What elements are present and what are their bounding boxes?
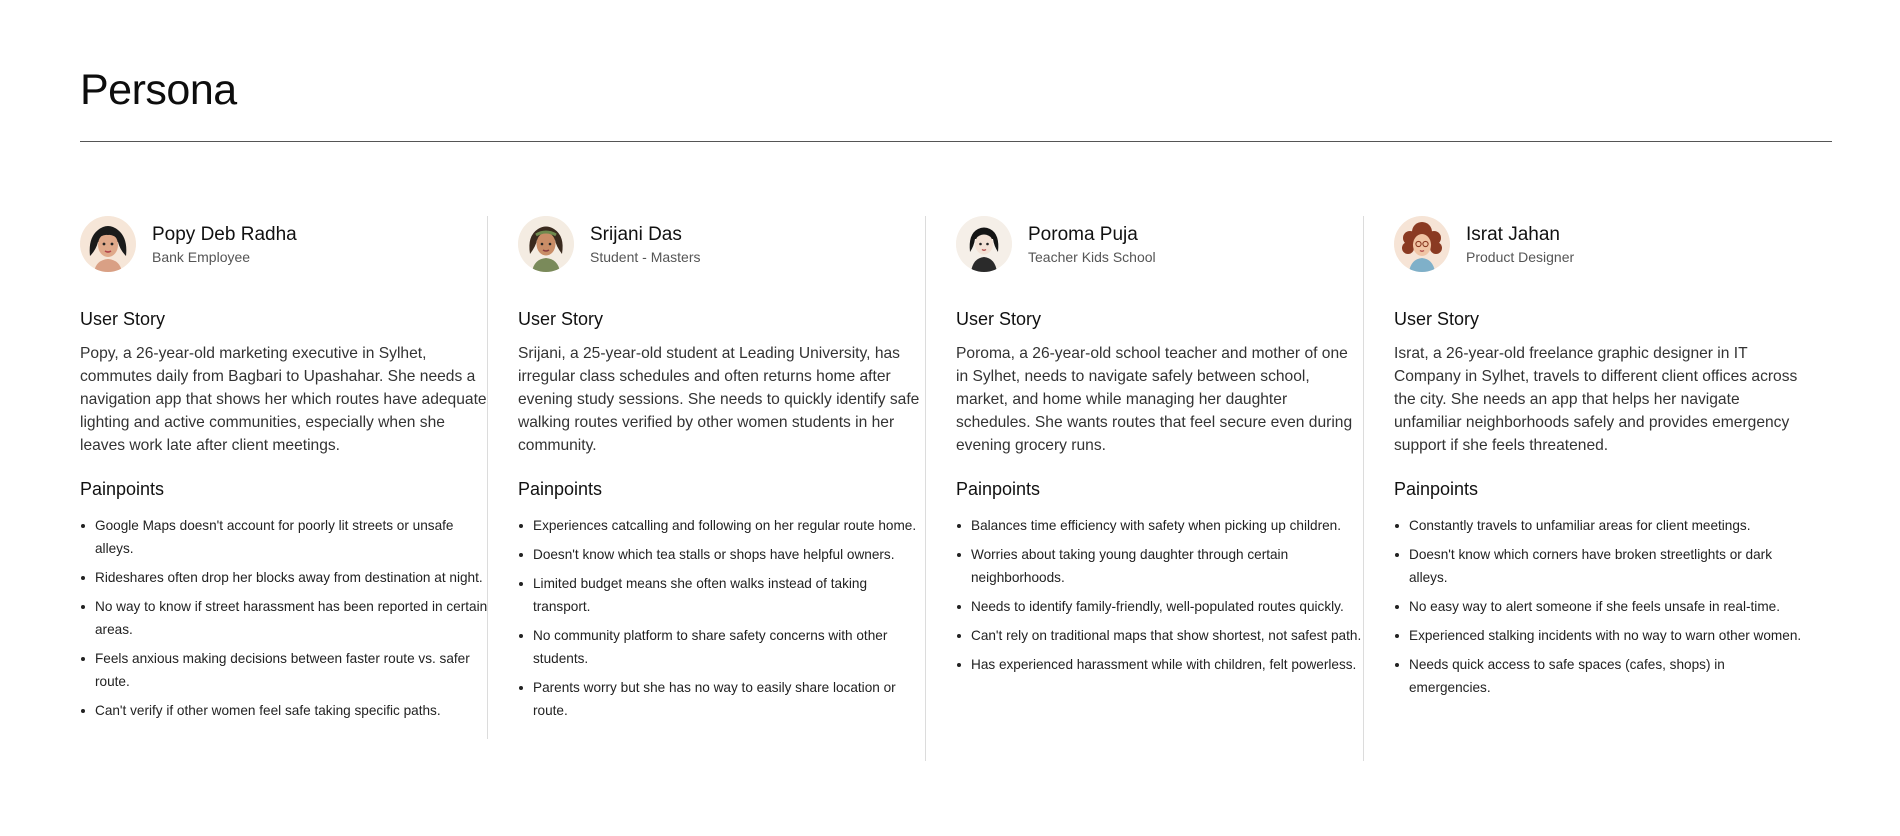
persona-columns — [80, 216, 1832, 728]
user-story-text: Popy, a 26-year-old marketing executive in Sylhet, commutes daily from Bagbari to Upashahar. She needs a navigation app that shows her which routes have adequate lighting and active communities, especially when she leaves work late after client meetings. — [80, 345, 487, 454]
painpoint-item: Rideshares often drop her blocks away from destination at night. — [80, 566, 488, 589]
painpoints-heading: Painpoints — [956, 479, 1041, 499]
painpoints-list — [1394, 514, 1802, 699]
page-title: Persona — [80, 66, 237, 114]
painpoints-list — [518, 514, 926, 722]
woman-avatar-icon — [518, 216, 574, 272]
column-divider — [925, 216, 926, 761]
painpoints-list — [80, 514, 488, 722]
painpoint-item: No community platform to share safety concerns with other students. — [518, 624, 926, 670]
column-divider — [1363, 216, 1364, 761]
painpoints-heading: Painpoints — [518, 479, 603, 499]
title-divider — [80, 141, 1832, 142]
painpoint-item: Experienced stalking incidents with no way to warn other women. — [1394, 624, 1802, 647]
painpoints-list — [956, 514, 1364, 676]
painpoint-item: Can't rely on traditional maps that show shortest, not safest path. — [956, 624, 1364, 647]
persona-role: Teacher Kids School — [1028, 249, 1156, 265]
painpoint-item: No easy way to alert someone if she feels unsafe in real-time. — [1394, 595, 1802, 618]
persona-card-srijani — [518, 216, 956, 728]
painpoint-item: Can't verify if other women feel safe taking specific paths. — [80, 699, 488, 722]
user-story-heading: User Story — [1394, 309, 1480, 329]
column-divider — [487, 216, 488, 739]
persona-name: Popy Deb Radha — [152, 224, 297, 245]
painpoints-heading: Painpoints — [1394, 479, 1479, 499]
painpoints-heading: Painpoints — [80, 479, 165, 499]
painpoint-item: Doesn't know which tea stalls or shops have helpful owners. — [518, 543, 926, 566]
painpoint-item: Feels anxious making decisions between faster route vs. safer route. — [80, 647, 488, 693]
persona-card-popy — [80, 216, 518, 728]
user-story-text: Poroma, a 26-year-old school teacher and mother of one in Sylhet, needs to navigate safely between school, market, and home while managing her daughter schedules. She wants routes that feel secure even during evening grocery runs. — [956, 345, 1353, 454]
painpoint-item: Has experienced harassment while with children, felt powerless. — [956, 653, 1364, 676]
persona-header — [1394, 216, 1802, 272]
painpoint-item: Doesn't know which corners have broken streetlights or dark alleys. — [1394, 543, 1802, 589]
woman-avatar-icon — [956, 216, 1012, 272]
user-story-text: Srijani, a 25-year-old student at Leading University, has irregular class schedules and often returns home after evening study sessions. She needs to quickly identify safe walking routes verified by other women students in her community. — [518, 345, 920, 454]
user-story-heading: User Story — [518, 309, 604, 329]
painpoint-item: Google Maps doesn't account for poorly lit streets or unsafe alleys. — [80, 514, 488, 560]
persona-role: Bank Employee — [152, 249, 251, 265]
painpoint-item: Balances time efficiency with safety when picking up children. — [956, 514, 1364, 537]
persona-name: Srijani Das — [590, 224, 682, 245]
painpoint-item: Needs to identify family-friendly, well-populated routes quickly. — [956, 595, 1364, 618]
woman-avatar-icon — [80, 216, 136, 272]
persona-role: Student - Masters — [590, 249, 701, 265]
painpoint-item: Limited budget means she often walks instead of taking transport. — [518, 572, 926, 618]
painpoint-item: Experiences catcalling and following on her regular route home. — [518, 514, 926, 537]
persona-header — [80, 216, 488, 272]
persona-header — [518, 216, 926, 272]
persona-name: Israt Jahan — [1466, 224, 1560, 245]
user-story-text: Israt, a 26-year-old freelance graphic designer in IT Company in Sylhet, travels to different client offices across the city. She needs an app that helps her navigate unfamiliar neighborhoods safely and provides emergency support if she feels threatened. — [1394, 345, 1798, 454]
persona-name: Poroma Puja — [1028, 224, 1138, 245]
persona-header — [956, 216, 1364, 272]
painpoint-item: Constantly travels to unfamiliar areas for client meetings. — [1394, 514, 1802, 537]
painpoint-item: Needs quick access to safe spaces (cafes, shops) in emergencies. — [1394, 653, 1802, 699]
painpoint-item: Worries about taking young daughter through certain neighborhoods. — [956, 543, 1364, 589]
user-story-heading: User Story — [80, 309, 166, 329]
persona-card-poroma — [956, 216, 1394, 728]
painpoint-item: Parents worry but she has no way to easily share location or route. — [518, 676, 926, 722]
woman-avatar-icon — [1394, 216, 1450, 272]
painpoint-item: No way to know if street harassment has been reported in certain areas. — [80, 595, 488, 641]
user-story-heading: User Story — [956, 309, 1042, 329]
persona-role: Product Designer — [1466, 249, 1575, 265]
persona-card-israt — [1394, 216, 1832, 728]
